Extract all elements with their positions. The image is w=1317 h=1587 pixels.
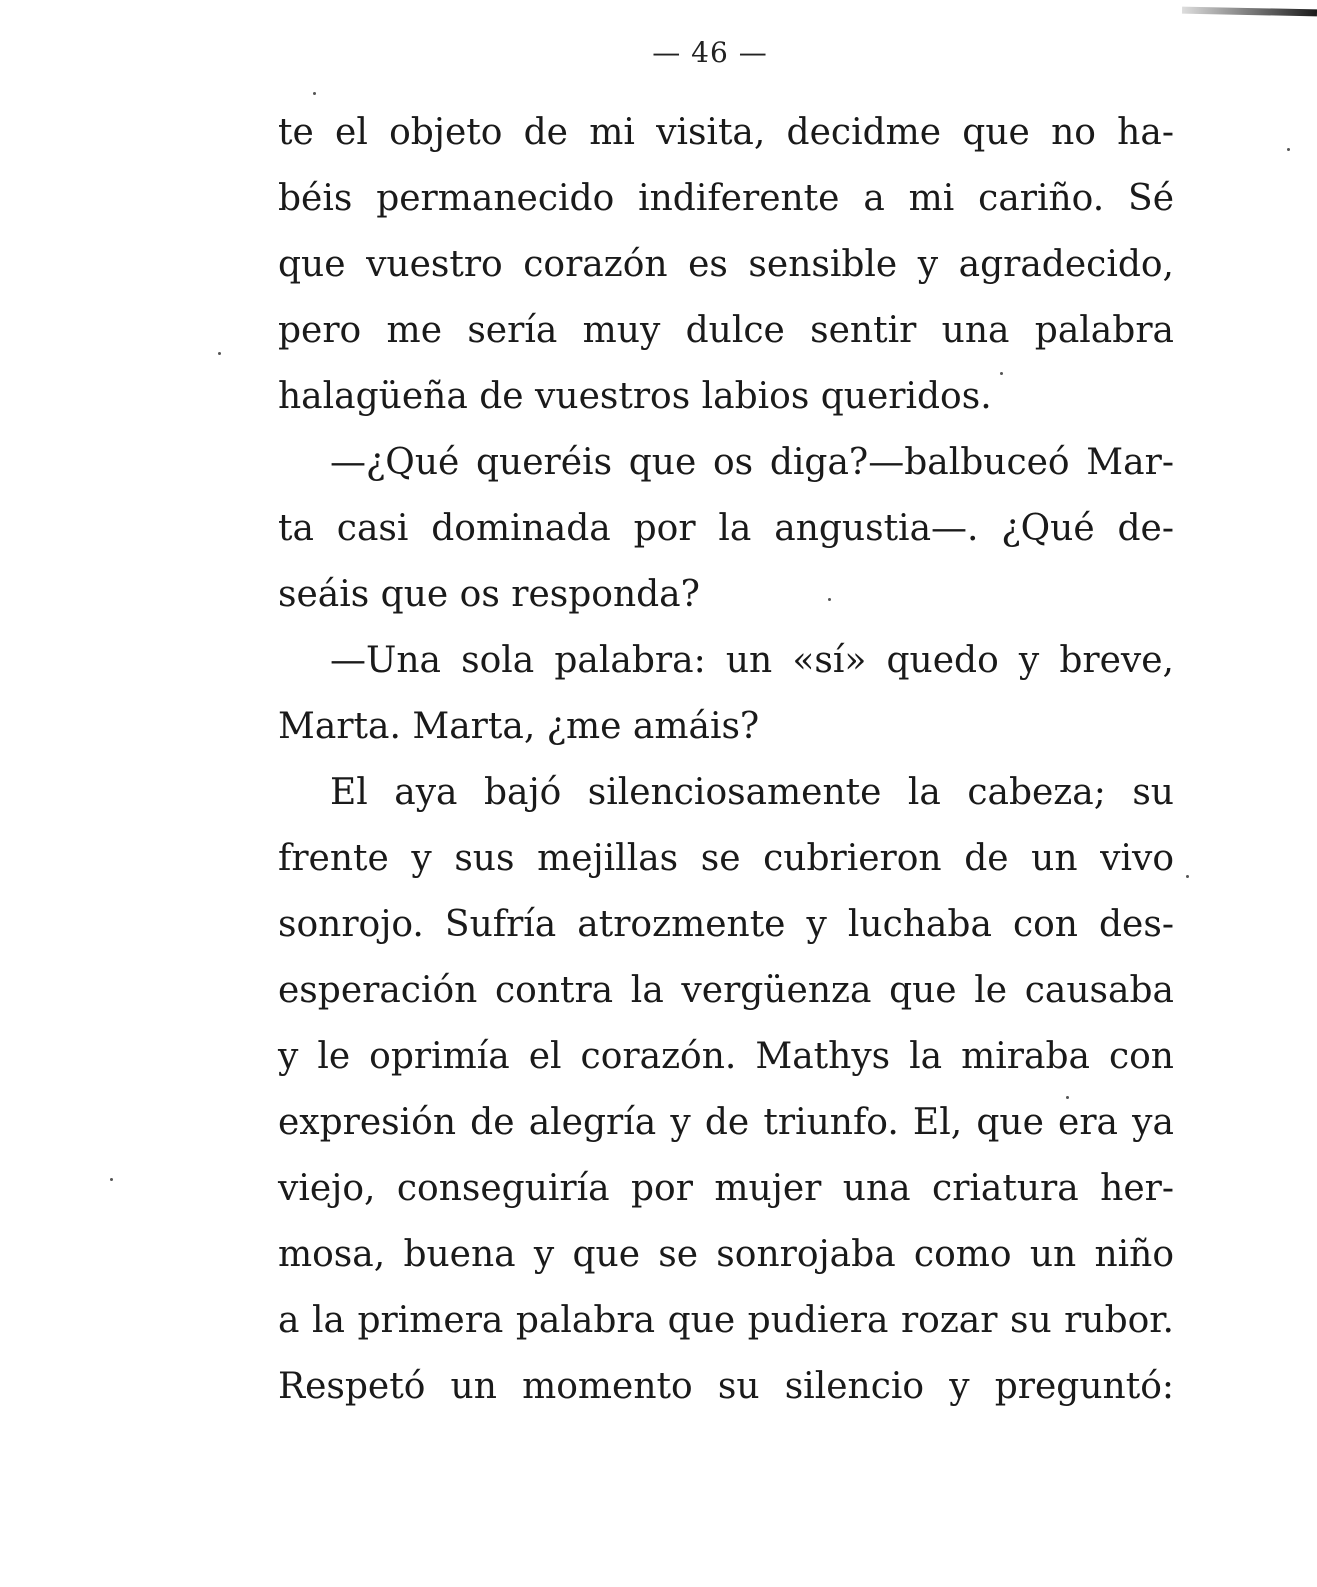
scan-speck	[1000, 372, 1003, 375]
page-number: — 46 —	[652, 36, 768, 69]
text-line: béis permanecido indiferente a mi cariño. Sé	[278, 178, 1174, 219]
scan-speck	[110, 1178, 113, 1181]
scan-speck	[828, 598, 831, 601]
text-line: —Una sola palabra: un «sí» quedo y breve,	[330, 640, 1174, 681]
text-line: a la primera palabra que pudiera rozar su rubor.	[278, 1300, 1174, 1341]
scan-speck	[313, 92, 316, 95]
text-line: te el objeto de mi visita, decidme que no ha-	[278, 112, 1174, 153]
scan-speck	[1066, 1096, 1069, 1099]
text-line: viejo, conseguiría por mujer una criatura her-	[278, 1168, 1174, 1209]
scan-edge-mark	[1182, 7, 1317, 17]
text-line: El aya bajó silenciosamente la cabeza; su	[330, 772, 1174, 813]
text-line: —¿Qué queréis que os diga?—balbuceó Mar-	[330, 442, 1174, 483]
scan-speck	[1287, 148, 1290, 151]
text-line: ta casi dominada por la angustia—. ¿Qué de-	[278, 508, 1174, 549]
text-line: pero me sería muy dulce sentir una palabra	[278, 310, 1174, 351]
text-line: halagüeña de vuestros labios queridos.	[278, 376, 992, 417]
text-line: esperación contra la vergüenza que le causaba	[278, 970, 1174, 1011]
text-line: sonrojo. Sufría atrozmente y luchaba con des-	[278, 904, 1174, 945]
text-line: seáis que os responda?	[278, 574, 700, 615]
text-line: mosa, buena y que se sonrojaba como un niño	[278, 1234, 1174, 1275]
text-line: Respetó un momento su silencio y preguntó:	[278, 1366, 1174, 1407]
text-line: expresión de alegría y de triunfo. El, que era ya	[278, 1102, 1174, 1143]
scan-speck	[1186, 875, 1189, 878]
text-line: frente y sus mejillas se cubrieron de un vivo	[278, 838, 1174, 879]
scan-speck	[218, 352, 221, 355]
body-text	[278, 100, 1174, 1420]
text-line: y le oprimía el corazón. Mathys la miraba con	[278, 1036, 1174, 1077]
text-line: que vuestro corazón es sensible y agradecido,	[278, 244, 1174, 285]
text-line: Marta. Marta, ¿me amáis?	[278, 706, 760, 747]
